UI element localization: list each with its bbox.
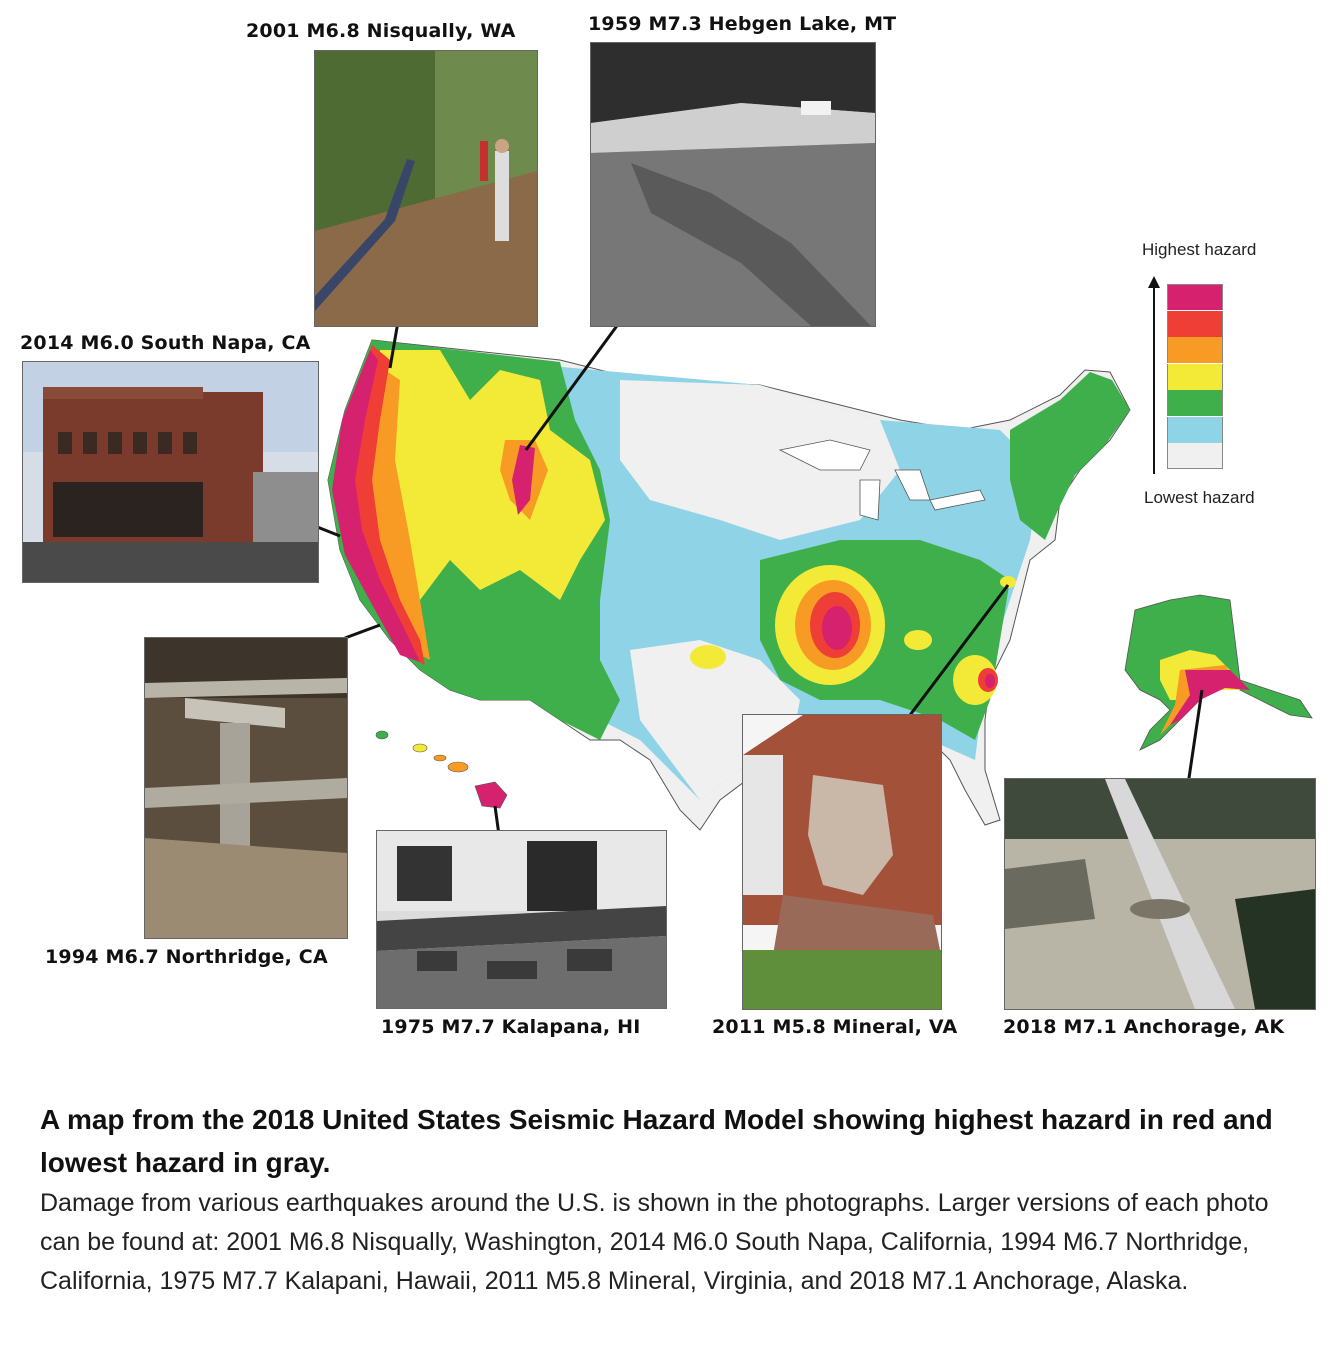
label-hebgen: 1959 M7.3 Hebgen Lake, MT bbox=[588, 13, 897, 35]
photo-kalapana bbox=[376, 830, 667, 1009]
hazard-zone-yellow-tennessee bbox=[904, 630, 932, 650]
label-kalapana: 1975 M7.7 Kalapana, HI bbox=[381, 1016, 641, 1038]
photo-hebgen bbox=[590, 42, 876, 327]
hazard-zone-green-northeast bbox=[1010, 372, 1130, 540]
legend-swatch bbox=[1167, 337, 1223, 363]
hawaii bbox=[376, 731, 507, 808]
caption-title: A map from the 2018 United States Seismic Hazard Model showing highest hazard in red and lowest hazard in gray. bbox=[40, 1104, 1273, 1178]
legend-swatch bbox=[1167, 443, 1223, 469]
hazard-zone-magenta-charleston bbox=[985, 674, 995, 688]
photo-mineral bbox=[742, 714, 942, 1010]
legend-bottom-label: Lowest hazard bbox=[1144, 488, 1255, 507]
legend-arrow bbox=[1146, 276, 1162, 476]
legend-swatch bbox=[1167, 284, 1223, 310]
legend-swatch bbox=[1167, 311, 1223, 337]
label-anchorage: 2018 M7.1 Anchorage, AK bbox=[1003, 1016, 1285, 1038]
photo-nisqually bbox=[314, 50, 538, 327]
photo-anchorage bbox=[1004, 778, 1316, 1010]
label-napa: 2014 M6.0 South Napa, CA bbox=[20, 332, 311, 354]
legend-top-label: Highest hazard bbox=[1142, 240, 1257, 259]
caption-body: Damage from various earthquakes around the U.S. is shown in the photographs. Larger versions of each photo can be found at: 2001 M6.8 Nisqually, Washington, 2014 M6.0 South Napa, California, 1994 M6.7 Northridge, California, 1975 M7.7 Kalapani, Hawaii, 2011 M5.8 Mineral, Virginia, and 2018 M7.1 Anchorage, Alaska. bbox=[40, 1189, 1269, 1295]
photo-napa bbox=[22, 361, 319, 583]
legend-swatch bbox=[1167, 390, 1223, 416]
hazard-zone-yellow-oklahoma bbox=[690, 645, 726, 669]
label-mineral: 2011 M5.8 Mineral, VA bbox=[712, 1016, 958, 1038]
legend-swatch bbox=[1167, 364, 1223, 390]
hazard-zone-magenta-new-madrid bbox=[822, 606, 852, 650]
legend-swatch bbox=[1167, 417, 1223, 443]
label-nisqually: 2001 M6.8 Nisqually, WA bbox=[246, 20, 516, 42]
photo-northridge bbox=[144, 637, 348, 939]
label-northridge: 1994 M6.7 Northridge, CA bbox=[45, 946, 328, 968]
